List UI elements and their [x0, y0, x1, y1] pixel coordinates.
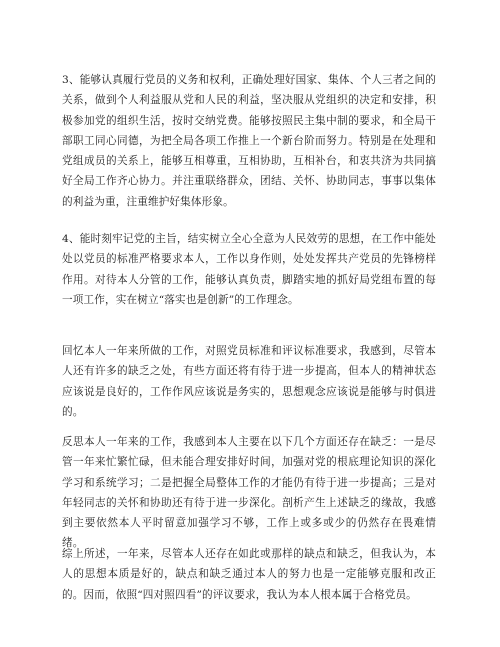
paragraph-year-review: 回忆本人一年来所做的工作，对照党员标准和评议标准要求，我感到，尽管本人还有许多的缺乏之处，有些方面还将有待于进一步提高，但本人的精神状态应该说是良好的，工作作风应该说是务实的，思想观念应该说是能够与时俱进的。: [62, 345, 436, 418]
paragraph-duties-and-rights: 3、能够认真履行党员的义务和权利，正确处理好国家、集体、个人三者之间的关系，做到个人利益服从党和人民的利益，坚决服从党组织的决定和安排，积极参加党的组织生活，按时交纳党费。能够按照民主集中制的要求，和全局干部职工同心同德，为把全局各项工作推上一个新台阶而努力。特别是在处理和党组成员的关系上，能够互相尊重，互相协助，互相补台，和衷共济为共同搞好全局工作齐心协力。并注重联络群众，团结、关怀、协助同志，事事以集体的利益为重，注重维护好集体形象。: [62, 74, 436, 208]
paragraph-purpose-and-service: 4、能时刻牢记党的主旨，结实树立全心全意为人民效劳的思想，在工作中能处处以党员的标准严格要求本人，工作以身作则，处处发挥共产党员的先锋榜样作用。对待本人分管的工作，能够认真负责，脚踏实地的抓好局党组布置的每一项工作，实在树立“落实也是创新”的工作理念。: [62, 233, 436, 306]
paragraph-conclusion: 综上所述，一年来，尽管本人还存在如此或那样的缺点和缺乏，但我认为，本人的思想本质是好的，缺点和缺乏通过本人的努力也是一定能够克服和改正的。因而，依照“四对照四看”的评议要求，我认为本人根本属于合格党员。: [62, 548, 436, 601]
paragraph-shortcomings: 反思本人一年来的工作，我感到本人主要在以下几个方面还存在缺乏：一是尽管一年来忙繁忙碌，但未能合理安排好时间，加强对党的根底理论知识的深化学习和系统学习；二是把握全局整体工作的才能仍有待于进一步提高；三是对年轻同志的关怀和协助还有待于进一步深化。剖析产生上述缺乏的缘故，我感到主要依然本人平时留意加强学习不够，工作上或多或少的仍然存在畏难情绪。: [62, 436, 436, 550]
